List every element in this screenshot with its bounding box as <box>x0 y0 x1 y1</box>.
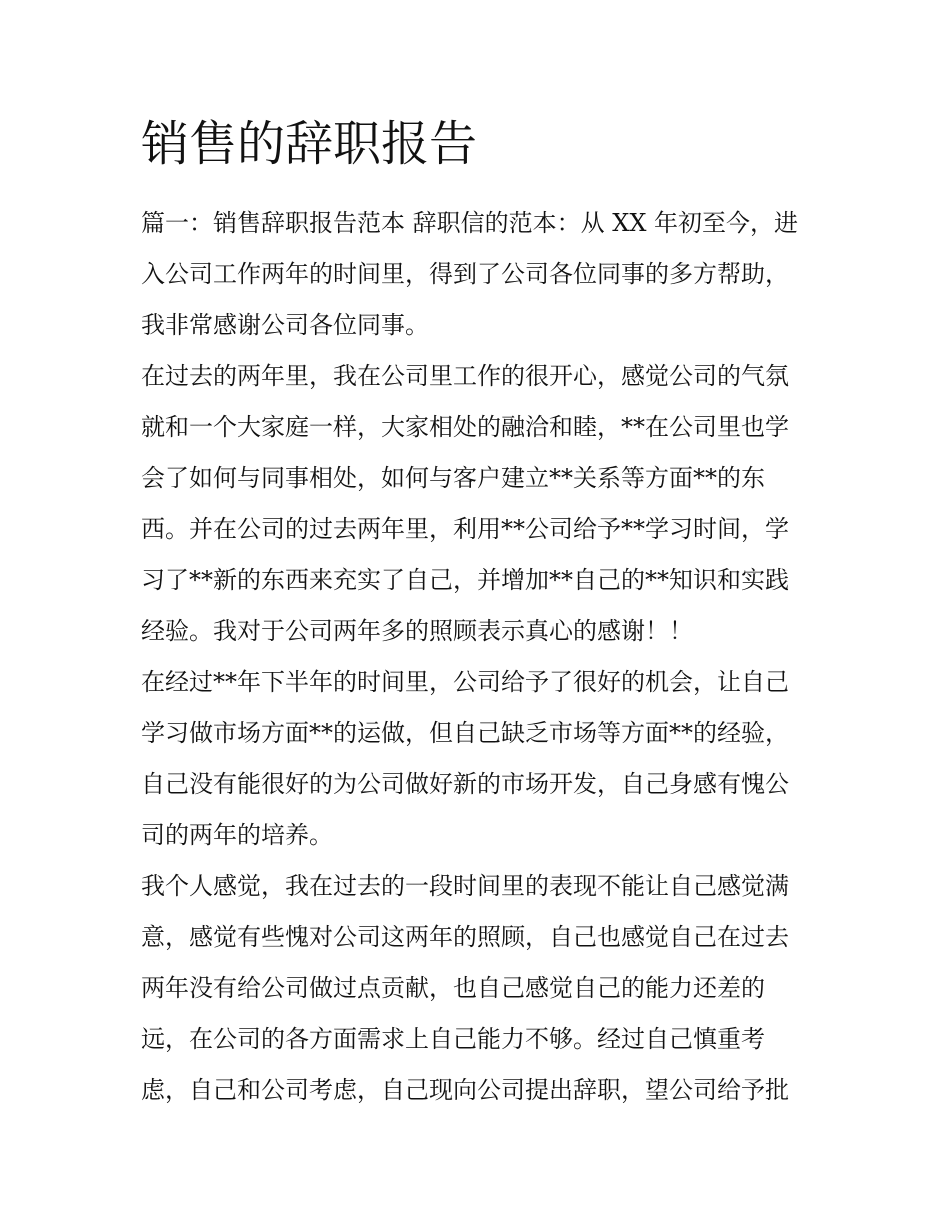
body-line-3: 我非常感谢公司各位同事。 <box>141 311 429 339</box>
body-line-10: 在经过**年下半年的时间里，公司给予了很好的机会，让自己 <box>141 668 789 696</box>
body-line-7: 西。并在公司的过去两年里，利用**公司给予**学习时间，学 <box>141 515 789 543</box>
body-line-11: 学习做市场方面**的运做，但自己缺乏市场等方面**的经验， <box>141 719 789 747</box>
document-title: 销售的辞职报告 <box>141 116 478 172</box>
body-line-6: 会了如何与同事相处，如何与客户建立**关系等方面**的东 <box>141 464 765 492</box>
body-line-2: 入公司工作两年的时间里，得到了公司各位同事的多方帮助， <box>141 260 789 288</box>
body-line-4: 在过去的两年里，我在公司里工作的很开心，感觉公司的气氛 <box>141 362 789 390</box>
body-line-1: 篇一：销售辞职报告范本 辞职信的范本：从 XX 年初至今，进 <box>141 209 799 237</box>
body-line-18: 虑，自己和公司考虑，自己现向公司提出辞职，望公司给予批 <box>141 1076 789 1104</box>
body-line-17: 远，在公司的各方面需求上自己能力不够。经过自己慎重考 <box>141 1025 765 1053</box>
body-line-13: 司的两年的培养。 <box>141 821 333 849</box>
body-line-16: 两年没有给公司做过点贡献，也自己感觉自己的能力还差的 <box>141 974 765 1002</box>
body-line-8: 习了**新的东西来充实了自己，并增加**自己的**知识和实践 <box>141 566 789 594</box>
body-line-14: 我个人感觉，我在过去的一段时间里的表现不能让自己感觉满 <box>141 872 789 900</box>
body-line-9: 经验。我对于公司两年多的照顾表示真心的感谢！！ <box>141 617 693 645</box>
body-line-15: 意，感觉有些愧对公司这两年的照顾，自己也感觉自己在过去 <box>141 923 789 951</box>
body-line-5: 就和一个大家庭一样，大家相处的融洽和睦，**在公司里也学 <box>141 413 789 441</box>
body-line-12: 自己没有能很好的为公司做好新的市场开发，自己身感有愧公 <box>141 770 789 798</box>
